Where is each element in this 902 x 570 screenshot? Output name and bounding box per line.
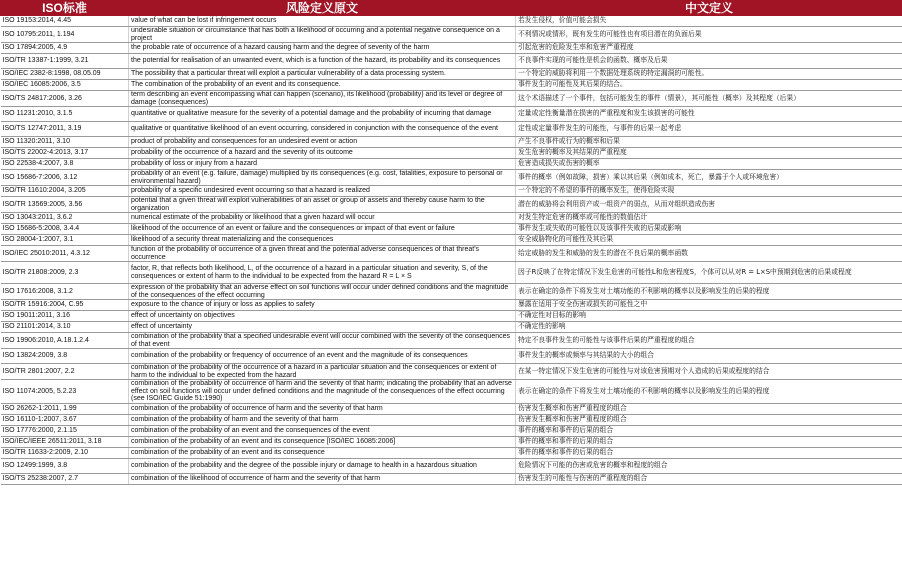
table-row xyxy=(1,69,902,80)
chinese-definition-cell: 发生危害的概率及其结果的严重程度 xyxy=(516,148,902,159)
table-row xyxy=(1,159,902,170)
chinese-definition-cell: 不确定性对目标的影响 xyxy=(516,311,902,322)
iso-standard-cell: ISO/TR 21808:2009, 2.3 xyxy=(1,262,129,284)
iso-standard-cell: ISO/IEC 25010:2011, 4.3.12 xyxy=(1,246,129,262)
table-row xyxy=(1,349,902,364)
chinese-definition-cell: 引起危害的危险发生率和危害严重程度 xyxy=(516,43,902,54)
original-definition-cell: combination of the probability of occurrence of harm and the severity of that harm; indicating the probability that an adverse effect on soil functions will occur under defined conditions and the magnitude of the consequences of the effect occurring (see ISO/IEC Guide 51:1990) xyxy=(129,380,516,404)
table-row xyxy=(1,27,902,43)
table-row xyxy=(1,436,902,447)
iso-standard-cell: ISO 11074:2005, 5.2.23 xyxy=(1,380,129,404)
table-row xyxy=(1,54,902,69)
table-row xyxy=(1,224,902,235)
chinese-definition-cell: 伤害发生的可能性与伤害的严重程度的组合 xyxy=(516,473,902,484)
iso-standard-cell: ISO 13043:2011, 3.6.2 xyxy=(1,213,129,224)
table-row xyxy=(1,235,902,246)
chinese-definition-cell: 不良事件实现的可能性是机会的函数、概率及后果 xyxy=(516,54,902,69)
iso-standard-cell: ISO/IEC/IEEE 26511:2011, 3.18 xyxy=(1,436,129,447)
original-definition-cell: likelihood of a security threat materializing and the consequences xyxy=(129,235,516,246)
chinese-definition-cell: 特定不良事件发生的可能性与该事件后果的严重程度的组合 xyxy=(516,333,902,349)
original-definition-cell: undesirable situation or circumstance that has both a likelihood of occurring and a potential negative consequence on a project xyxy=(129,27,516,43)
table-row xyxy=(1,333,902,349)
table-row xyxy=(1,403,902,414)
original-definition-cell: combination of the probability that a specified undesirable event will occur combined with the severity of the consequences of that event xyxy=(129,333,516,349)
table-row xyxy=(1,262,902,284)
original-definition-cell: expression of the probability that an adverse effect on soil functions will occur under defined conditions and the magnitude of the consequences of the effect occurring xyxy=(129,284,516,300)
table-row xyxy=(1,380,902,404)
original-definition-cell: potential that a given threat will exploit vulnerabilities of an asset or group of assets and thereby cause harm to the organization xyxy=(129,197,516,213)
iso-standard-cell: ISO 28004-1:2007, 3.1 xyxy=(1,235,129,246)
iso-standard-cell: ISO 10795:2011, 1.194 xyxy=(1,27,129,43)
chinese-definition-cell: 伤害发生概率和伤害严重程度的组合 xyxy=(516,403,902,414)
iso-standard-cell: ISO/TR 11633-2:2009, 2.10 xyxy=(1,447,129,458)
table-row xyxy=(1,364,902,380)
iso-standard-cell: ISO/TS 24817:2006, 3.26 xyxy=(1,91,129,107)
header-iso-standard: ISO标准 xyxy=(1,1,129,16)
chinese-definition-cell: 事件发生或失败的可能性以及该事件失败的后果或影响 xyxy=(516,224,902,235)
table-row xyxy=(1,137,902,148)
header-chinese-definition: 中文定义 xyxy=(516,1,902,16)
original-definition-cell: combination of the likelihood of occurrence of harm and the severity of that harm xyxy=(129,473,516,484)
chinese-definition-cell: 潜在的威胁将会利用资产或一组资产的弱点，从而对组织造成伤害 xyxy=(516,197,902,213)
original-definition-cell: combination of the probability of the occurrence of a hazard in a particular situation and the consequences or extent of harm to the individual to be expected from the hazard xyxy=(129,364,516,380)
original-definition-cell: function of the probability of occurrence of a given threat and the potential adverse consequences of that threat's occurrence xyxy=(129,246,516,262)
table-row xyxy=(1,170,902,186)
original-definition-cell: likelihood of the occurrence of an event or failure and the consequences or impact of that event or failure xyxy=(129,224,516,235)
original-definition-cell: quantitative or qualitative measure for the severity of a potential damage and the probability of incurring that damage xyxy=(129,107,516,122)
chinese-definition-cell: 对发生特定危害的概率或可能性的数值估计 xyxy=(516,213,902,224)
iso-standard-cell: ISO/IEC 2382-8:1998, 08.05.09 xyxy=(1,69,129,80)
iso-standard-cell: ISO/TS 12747:2011, 3.19 xyxy=(1,122,129,137)
iso-standard-cell: ISO 13824:2009, 3.8 xyxy=(1,349,129,364)
iso-standard-cell: ISO 17894:2005, 4.9 xyxy=(1,43,129,54)
table-row xyxy=(1,80,902,91)
chinese-definition-cell: 定性或定量事件发生的可能性，与事件的后果一起考虑 xyxy=(516,122,902,137)
chinese-definition-cell: 这个术语描述了一个事件，包括可能发生的事件（情景），其可能性（概率）及其程度（后果） xyxy=(516,91,902,107)
original-definition-cell: qualitative or quantitative likelihood of an event occurring, considered in conjunction with the consequence of the event xyxy=(129,122,516,137)
table-row xyxy=(1,458,902,473)
original-definition-cell: combination of the probability of harm and the severity of that harm xyxy=(129,414,516,425)
table-row xyxy=(1,473,902,484)
table-row xyxy=(1,311,902,322)
iso-standard-cell: ISO 21101:2014, 3.10 xyxy=(1,322,129,333)
table-row xyxy=(1,322,902,333)
chinese-definition-cell: 表示在确定的条件下将发生对土壤功能的不利影响的概率以及影响发生的后果的程度 xyxy=(516,284,902,300)
iso-standard-cell: ISO 15686-7:2006, 3.12 xyxy=(1,170,129,186)
original-definition-cell: The combination of the probability of an event and its consequence. xyxy=(129,80,516,91)
original-definition-cell: combination of the probability and the degree of the possible injury or damage to health in a hazardous situation xyxy=(129,458,516,473)
original-definition-cell: the potential for realisation of an unwanted event, which is a function of the hazard, its probability and its consequences xyxy=(129,54,516,69)
table-row xyxy=(1,43,902,54)
table-row xyxy=(1,122,902,137)
original-definition-cell: combination of the probability of an event and its consequence xyxy=(129,447,516,458)
iso-standard-cell: ISO 16110-1:2007, 3.67 xyxy=(1,414,129,425)
header-row xyxy=(1,1,902,16)
chinese-definition-cell: 事件发生的可能性及其后果的结合。 xyxy=(516,80,902,91)
iso-standard-cell: ISO/TR 13569:2005, 3.56 xyxy=(1,197,129,213)
table-row xyxy=(1,447,902,458)
original-definition-cell: probability of loss or injury from a hazard xyxy=(129,159,516,170)
chinese-definition-cell: 不确定性的影响 xyxy=(516,322,902,333)
original-definition-cell: combination of the probability or frequency of occurrence of an event and the magnitude of its consequences xyxy=(129,349,516,364)
chinese-definition-cell: 事件的概率和事件的后果的组合 xyxy=(516,425,902,436)
chinese-definition-cell: 若发生侵权，价值可能会损失 xyxy=(516,16,902,27)
iso-standard-cell: ISO/TR 13387-1:1999, 3.21 xyxy=(1,54,129,69)
table-row xyxy=(1,425,902,436)
chinese-definition-cell: 因子R反映了在特定情况下发生危害的可能性L和危害程度S，个体可以从对R = L×S中预期到危害的后果或程度 xyxy=(516,262,902,284)
chinese-definition-cell: 伤害发生概率和伤害严重程度的组合 xyxy=(516,414,902,425)
chinese-definition-cell: 在某一特定情况下发生危害的可能性与对该危害预期对个人造成的后果或程度的结合 xyxy=(516,364,902,380)
table-row xyxy=(1,300,902,311)
chinese-definition-cell: 一个特定的不希望的事件的概率发生，使得危险实现 xyxy=(516,186,902,197)
chinese-definition-cell: 产生不良事件或行为的概率和后果 xyxy=(516,137,902,148)
chinese-definition-cell: 危害造成损失或伤害的概率 xyxy=(516,159,902,170)
chinese-definition-cell: 定量或定性衡量潜在损害的严重程度和发生该损害的可能性 xyxy=(516,107,902,122)
original-definition-cell: exposure to the chance of injury or loss as applies to safety xyxy=(129,300,516,311)
iso-standard-cell: ISO/TR 2801:2007, 2.2 xyxy=(1,364,129,380)
original-definition-cell: combination of the probability of occurrence of harm and the severity of that harm xyxy=(129,403,516,414)
iso-standard-cell: ISO 19153:2014, 4.45 xyxy=(1,16,129,27)
original-definition-cell: combination of the probability of an event and its consequence [ISO/IEC 16085:2006] xyxy=(129,436,516,447)
chinese-definition-cell: 不利情况或情形，既有发生的可能性也有项目潜在的负面后果 xyxy=(516,27,902,43)
original-definition-cell: probability of a specific undesired event occurring so that a hazard is realized xyxy=(129,186,516,197)
table-body xyxy=(1,16,902,485)
chinese-definition-cell: 安全威胁物化的可能性及其后果 xyxy=(516,235,902,246)
chinese-definition-cell: 事件的概率和事件的后果的组合 xyxy=(516,447,902,458)
chinese-definition-cell: 给定威胁的发生和威胁的发生的潜在不良后果的概率函数 xyxy=(516,246,902,262)
iso-standard-cell: ISO/TR 11610:2004, 3.205 xyxy=(1,186,129,197)
chinese-definition-cell: 表示在确定的条件下将发生对土壤功能的不利影响的概率以及影响发生的后果的程度 xyxy=(516,380,902,404)
iso-standard-cell: ISO 19011:2011, 3.16 xyxy=(1,311,129,322)
chinese-definition-cell: 事件的概率（例如故障，损害）乘以其后果（例如成本，死亡，暴露于个人或环境危害） xyxy=(516,170,902,186)
original-definition-cell: The possibility that a particular threat will exploit a particular vulnerability of a data processing system. xyxy=(129,69,516,80)
original-definition-cell: term describing an event encompassing what can happen (scenario), its likelihood (probability) and its level or degree of damage (consequences) xyxy=(129,91,516,107)
original-definition-cell: probability of an event (e.g. failure, damage) multiplied by its consequences (e.g. cost, fatalities, exposure to personal or environmental hazard) xyxy=(129,170,516,186)
chinese-definition-cell: 一个特定的威胁将利用一个数据处理系统的特定漏洞的可能性。 xyxy=(516,69,902,80)
header-original-definition: 风险定义原文 xyxy=(129,1,516,16)
iso-standard-cell: ISO 12499:1999, 3.8 xyxy=(1,458,129,473)
iso-standard-cell: ISO/TS 25238:2007, 2.7 xyxy=(1,473,129,484)
original-definition-cell: product of probability and consequences for an undesired event or action xyxy=(129,137,516,148)
original-definition-cell: effect of uncertainty xyxy=(129,322,516,333)
table-row xyxy=(1,414,902,425)
chinese-definition-cell: 事件的概率和事件的后果的组合 xyxy=(516,436,902,447)
table-row xyxy=(1,284,902,300)
iso-standard-cell: ISO 15686-5:2008, 3.4.4 xyxy=(1,224,129,235)
chinese-definition-cell: 危险情况下可能的伤害或危害的概率和程度的组合 xyxy=(516,458,902,473)
iso-standard-cell: ISO 19906:2010, A.18.1.2.4 xyxy=(1,333,129,349)
original-definition-cell: factor, R, that reflects both likelihood, L, of the occurrence of a hazard in a particular situation and severity, S, of the consequences or extent of harm to the individual to be expected from the hazard R = L × S xyxy=(129,262,516,284)
iso-standard-cell: ISO/TS 22002-4:2013, 3.17 xyxy=(1,148,129,159)
table-row xyxy=(1,107,902,122)
original-definition-cell: combination of the probability of an event and the consequences of the event xyxy=(129,425,516,436)
iso-standard-cell: ISO 26262-1:2011, 1.99 xyxy=(1,403,129,414)
chinese-definition-cell: 暴露在适用于安全伤害或损失的可能性之中 xyxy=(516,300,902,311)
iso-standard-cell: ISO 22538-4:2007, 3.8 xyxy=(1,159,129,170)
original-definition-cell: numerical estimate of the probability or likelihood that a given hazard will occur xyxy=(129,213,516,224)
table-row xyxy=(1,197,902,213)
original-definition-cell: the probable rate of occurrence of a hazard causing harm and the degree of severity of the harm xyxy=(129,43,516,54)
iso-standard-cell: ISO 17616:2008, 3.1.2 xyxy=(1,284,129,300)
iso-standard-cell: ISO/IEC 16085:2006, 3.5 xyxy=(1,80,129,91)
table-row xyxy=(1,148,902,159)
table-row xyxy=(1,186,902,197)
table-row xyxy=(1,246,902,262)
iso-standard-cell: ISO 11320:2011, 3.10 xyxy=(1,137,129,148)
original-definition-cell: probability of the occurrence of a hazard and the severity of its outcome xyxy=(129,148,516,159)
table-row xyxy=(1,213,902,224)
iso-standard-cell: ISO/TR 15916:2004, C.95 xyxy=(1,300,129,311)
table-row xyxy=(1,91,902,107)
original-definition-cell: value of what can be lost if infringement occurs xyxy=(129,16,516,27)
original-definition-cell: effect of uncertainty on objectives xyxy=(129,311,516,322)
chinese-definition-cell: 事件发生的概率或频率与其结果的大小的组合 xyxy=(516,349,902,364)
table-header xyxy=(1,1,902,16)
iso-standard-cell: ISO 17776:2000, 2.1.15 xyxy=(1,425,129,436)
iso-standard-cell: ISO 11231:2010, 3.1.5 xyxy=(1,107,129,122)
table-row xyxy=(1,16,902,27)
